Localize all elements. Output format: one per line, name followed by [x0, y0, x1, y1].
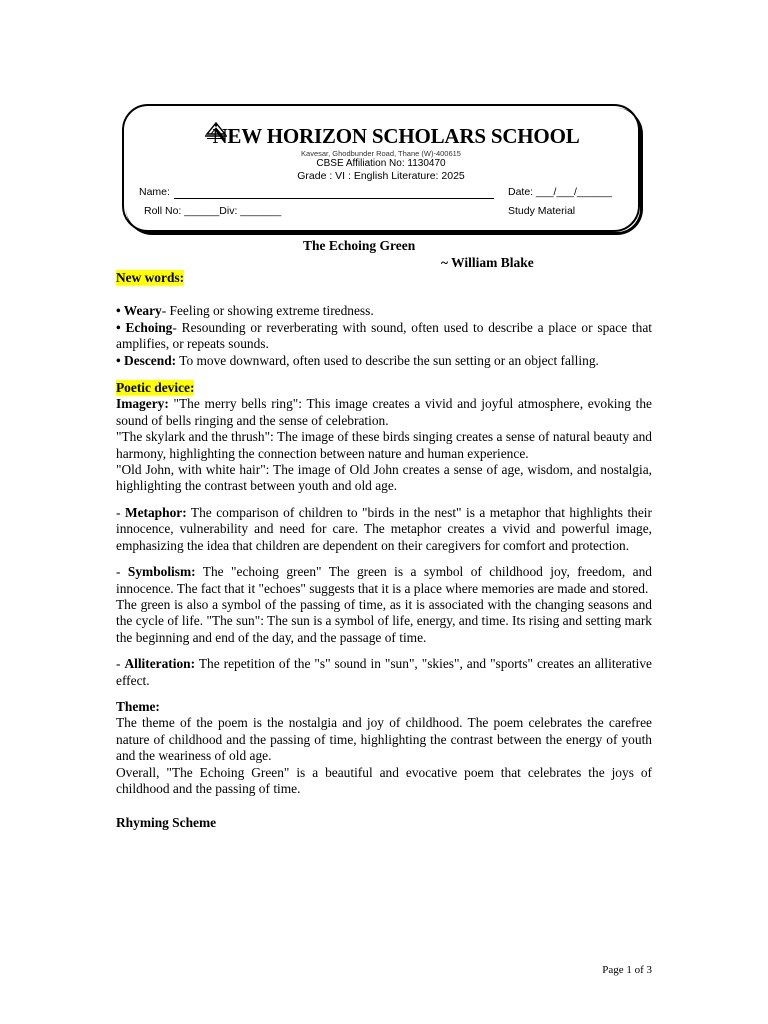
imagery-paragraph: Imagery: "The merry bells ring": This image creates a vivid and joyful atmosphere, evoking the sound of bells ringing and the sense of celebration. — [116, 396, 652, 428]
name-line — [174, 198, 494, 199]
list-item: • Echoing- Resounding or reverberating with sound, often used to describe a place or space that amplifies, or repeats sounds. — [116, 319, 652, 352]
theme-paragraph-2: Overall, "The Echoing Green" is a beautiful and evocative poem that celebrates the joys of childhood and the passing of time. — [116, 764, 652, 796]
poem-author: ~ William Blake — [441, 255, 534, 270]
theme-heading: Theme: — [116, 698, 160, 714]
study-material-label: Study Material — [508, 205, 576, 217]
poetic-device-heading: Poetic device: — [116, 380, 195, 396]
imagery-paragraph-3: "Old John, with white hair": The image of Old John creates a sense of age, wisdom, and nostalgia, highlighting the contrast between youth and old age. — [116, 462, 652, 494]
symbolism-paragraph: - Symbolism: The "echoing green" The green is a symbol of childhood joy, freedom, and innocence. The fact that it "echoes" suggests that it is a place where memories are made and stored. — [116, 564, 652, 596]
grade-subject: Grade : VI : English Literature: 2025 — [297, 170, 465, 182]
rhyming-scheme-heading: Rhyming Scheme — [116, 815, 217, 831]
alliteration-paragraph: - Alliteration: The repetition of the "s" sound in "sun", "skies", and "sports" creates an alliterative effect. — [116, 656, 652, 688]
theme-paragraph: The theme of the poem is the nostalgia and joy of childhood. The poem celebrates the carefree nature of childhood and the passing of time, highlighting the contrast between the energy of youth and the weariness of old age. — [116, 715, 652, 764]
date-label: Date: ___/___/______ — [508, 186, 612, 198]
school-name: NEW HORIZON SCHOLARS SCHOOL — [212, 124, 580, 148]
name-label: Name: — [139, 186, 170, 198]
new-words-heading: New words: — [116, 270, 185, 285]
list-item: • Descend: To move downward, often used to describe the sun setting or an object falling. — [116, 352, 599, 368]
imagery-paragraph-2: "The skylark and the thrush": The image of these birds singing creates a sense of natural beauty and harmony, highlighting the connection between nature and human experience. — [116, 429, 652, 461]
study-content — [116, 270, 652, 832]
symbolism-paragraph-2: The green is also a symbol of the passing of time, as it is associated with the changing seasons and the cycle of life. "The sun": The sun is a symbol of life, energy, and time. Its rising and setting mark the beginning and end of the day, and the passage of time. — [116, 596, 652, 645]
page-number: Page 1 of 3 — [602, 964, 652, 976]
metaphor-paragraph: - Metaphor: The comparison of children to "birds in the nest" is a metaphor that highlights their innocence, vulnerability and need for care. The metaphor creates a vivid and powerful image, emphasizing the idea that children are dependent on their caregivers for comfort and protection. — [116, 504, 652, 553]
school-address: Kavesar, Ghodbunder Road, Thane (W)-400615 — [301, 149, 461, 158]
roll-div-label: Roll No: ______Div: _______ — [144, 205, 282, 217]
poem-title-text: The Echoing Green — [303, 238, 416, 253]
affiliation-number: CBSE Affiliation No: 1130470 — [316, 158, 446, 169]
school-header — [122, 104, 640, 232]
list-item: • Weary- Feeling or showing extreme tiredness. — [116, 303, 374, 319]
